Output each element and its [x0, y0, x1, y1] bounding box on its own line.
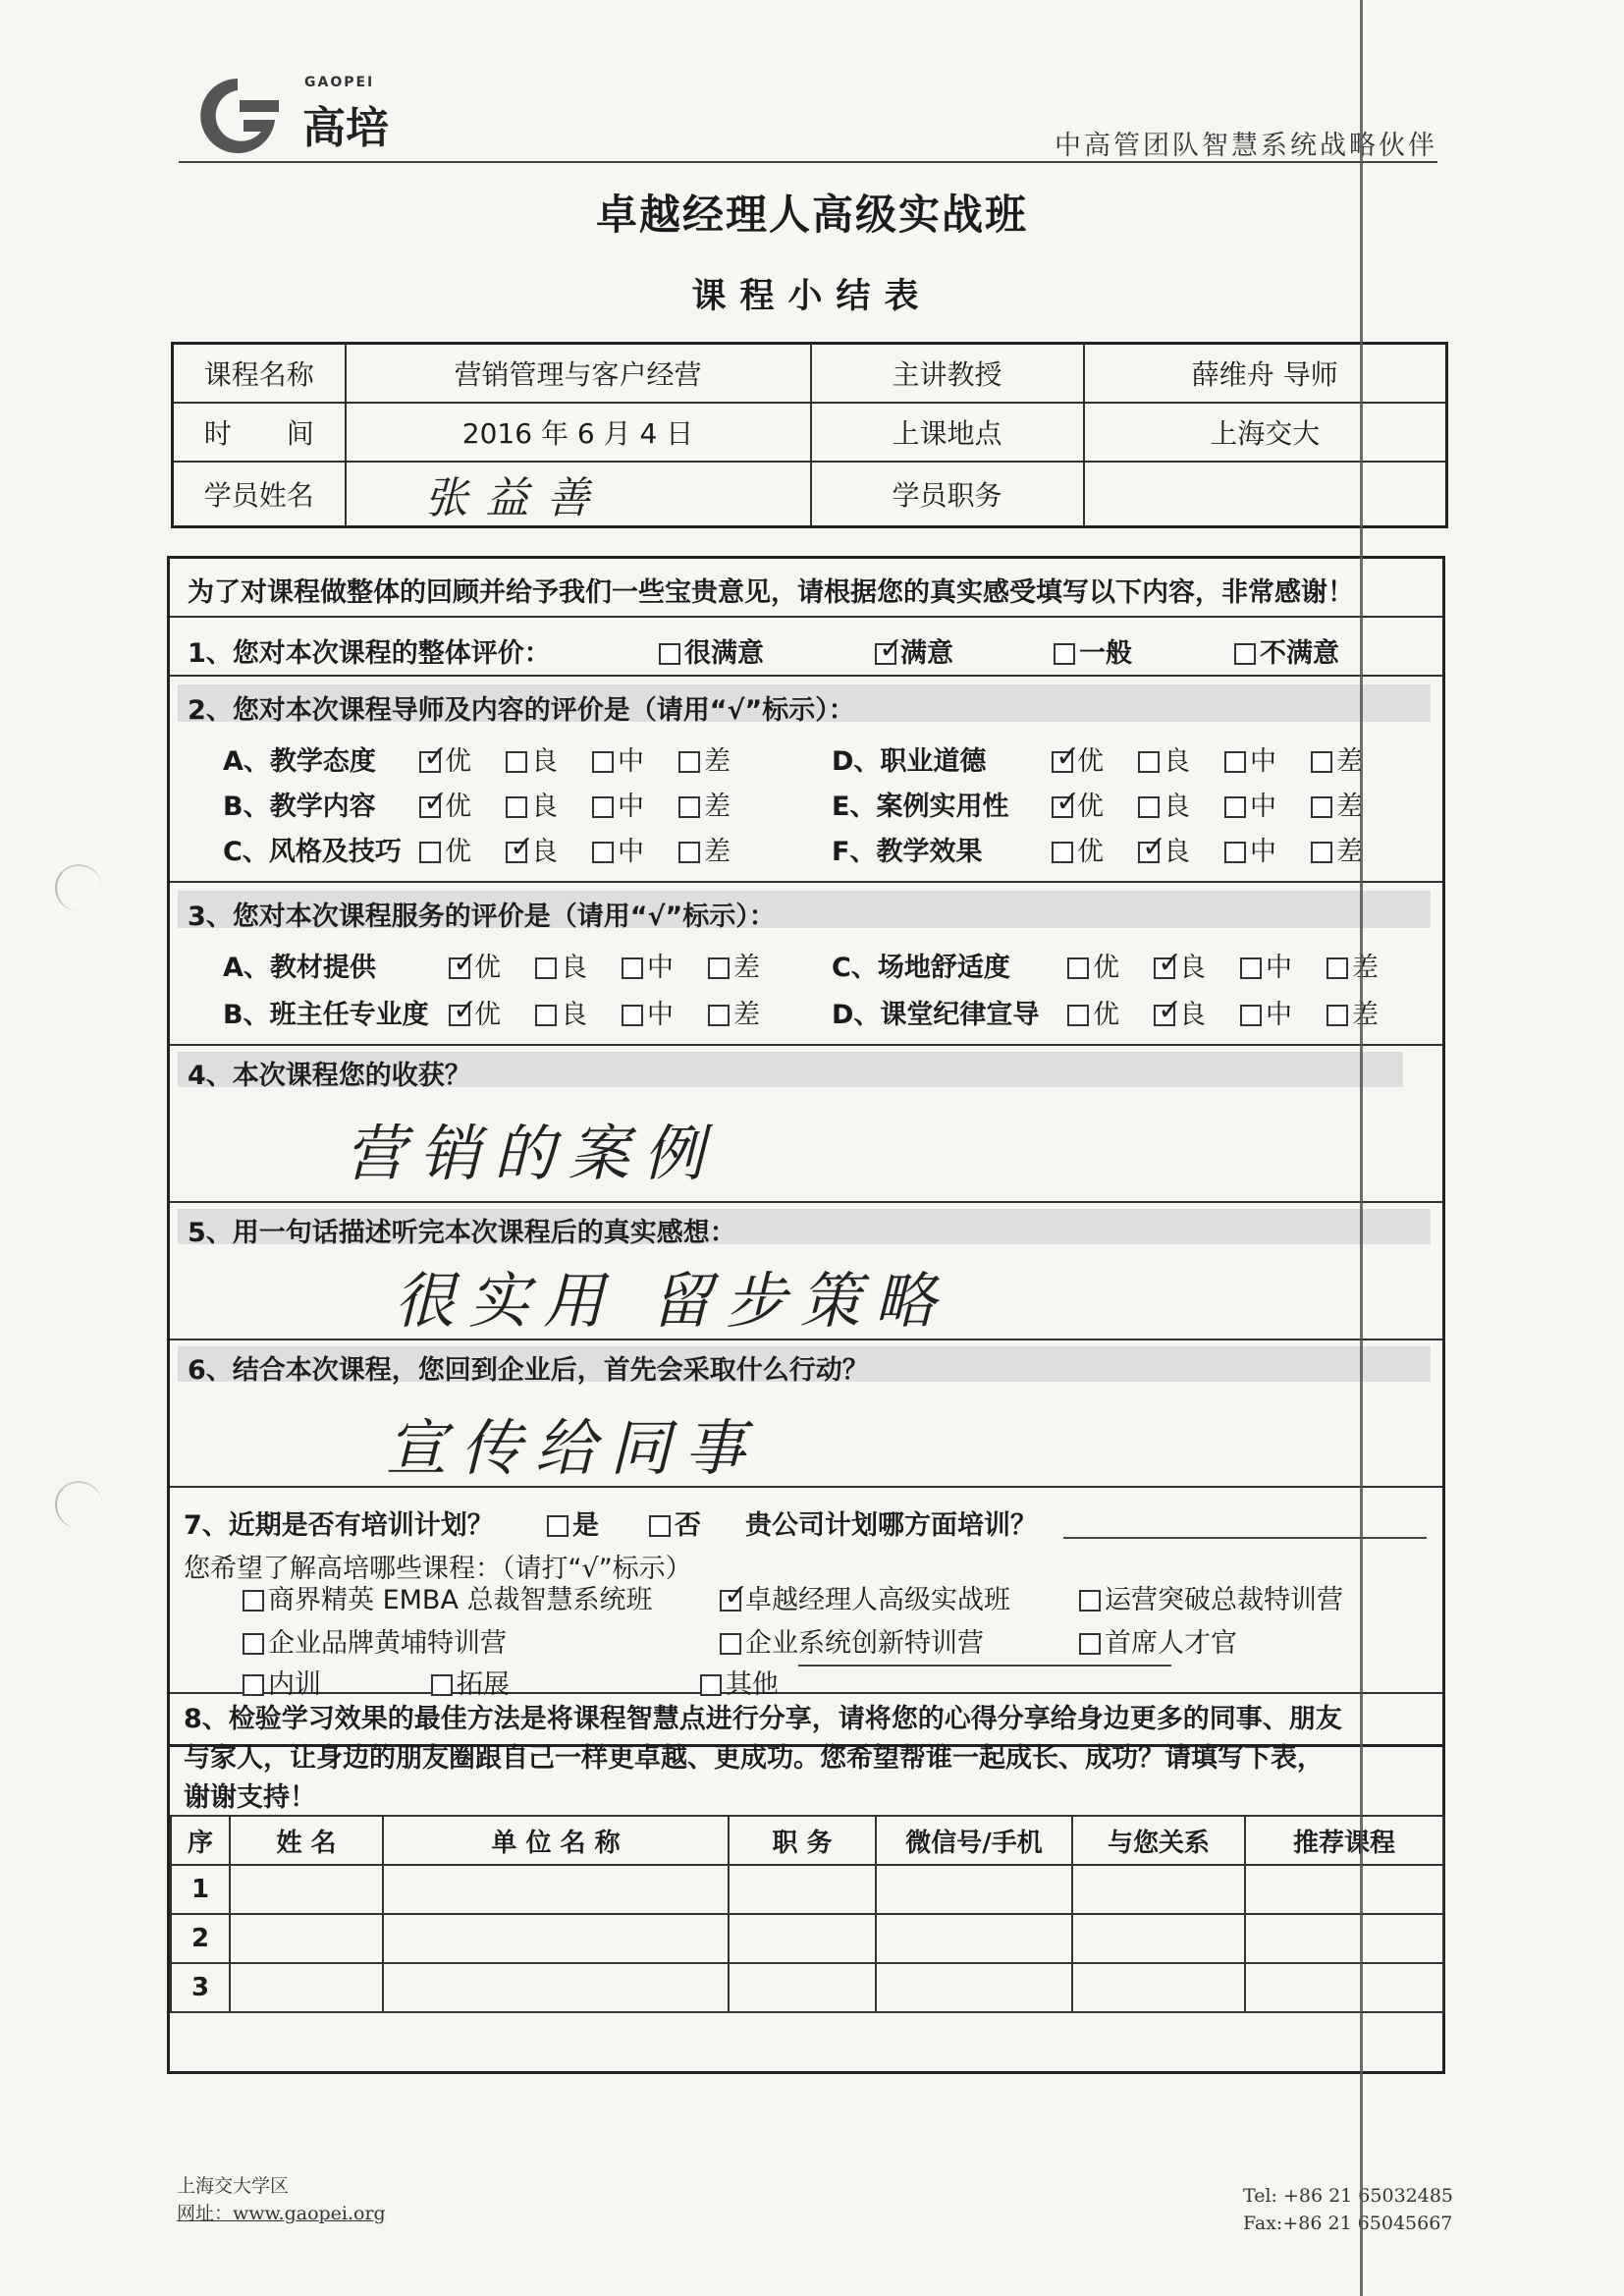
- q2-label: 2、您对本次课程导师及内容的评价是（请用“√”标示）：: [178, 684, 1431, 722]
- q3-item-label: D、课堂纪律宣导: [832, 1000, 1040, 1030]
- q2-rating-option[interactable]: 中: [592, 739, 644, 778]
- q2-item-label: C、风格及技巧: [223, 837, 402, 867]
- student-name-value[interactable]: 张益善: [346, 462, 811, 527]
- q2-rating-option[interactable]: 中: [1224, 739, 1276, 778]
- lecturer-value: 薛维舟 导师: [1084, 344, 1447, 403]
- referral-input-cell[interactable]: [876, 1865, 1072, 1914]
- checkbox-icon[interactable]: [1224, 751, 1246, 773]
- q1-row: [170, 618, 1442, 677]
- referral-input-cell[interactable]: [230, 1963, 383, 2012]
- q3-rating-option[interactable]: 差: [708, 993, 760, 1031]
- q3-rating-option[interactable]: 中: [1240, 946, 1292, 984]
- checkbox-icon[interactable]: [1326, 1005, 1348, 1026]
- intro-text: 为了对课程做整体的回顾并给予我们一些宝贵意见，请根据您的真实感受填写以下内容，非常感谢！: [188, 577, 1354, 608]
- q7-wish-label: 您希望了解高培哪些课程：（请打“√”标示）: [184, 1554, 692, 1584]
- q3-label: 3、您对本次课程服务的评价是（请用“√”标示）：: [178, 891, 1431, 928]
- q2-rating-option[interactable]: ✓ 优: [419, 739, 471, 778]
- student-name-label: 学员姓名: [173, 462, 346, 527]
- q4-answer[interactable]: 营销的案例: [345, 1118, 719, 1189]
- checkbox-icon[interactable]: [1311, 842, 1332, 863]
- referral-input-cell[interactable]: [383, 1914, 729, 1963]
- checkbox-icon[interactable]: [678, 842, 700, 863]
- referral-header-row: [171, 1816, 1443, 1865]
- logo-text-en: GAOPEI: [304, 75, 375, 90]
- q2-item-label: E、案例实用性: [832, 792, 1009, 822]
- referral-header-cell: 与您关系: [1072, 1816, 1245, 1865]
- checkbox-icon[interactable]: [1079, 1590, 1101, 1612]
- logo-g-icon: [179, 71, 297, 159]
- checkbox-checked-icon[interactable]: [1052, 796, 1073, 818]
- q8-line3: 谢谢支持！: [184, 1782, 316, 1813]
- q3-rating-option[interactable]: 良: [535, 993, 587, 1031]
- referral-input-cell[interactable]: [230, 1865, 383, 1914]
- q1-option[interactable]: 不满意: [1234, 631, 1339, 670]
- q1-option[interactable]: ✓ 满意: [875, 631, 953, 670]
- q2-rating-option[interactable]: 良: [1138, 785, 1190, 823]
- referral-row-number: 1: [171, 1865, 230, 1914]
- referral-header-cell: 微信号/手机: [876, 1816, 1072, 1865]
- checkbox-icon[interactable]: [535, 1005, 557, 1026]
- lecturer-label: 主讲教授: [811, 344, 1084, 403]
- q3-rating-option[interactable]: 中: [622, 993, 674, 1031]
- checkbox-icon[interactable]: [1054, 643, 1075, 665]
- referral-input-cell[interactable]: [876, 1963, 1072, 2012]
- scan-artifact-line: [1360, 0, 1363, 2296]
- referral-row-number: 3: [171, 1963, 230, 2012]
- q5-answer[interactable]: 很实用 留步策略: [394, 1265, 949, 1337]
- logo-text-cn: 高培: [302, 103, 389, 153]
- course-option[interactable]: ✓ 卓越经理人高级实战班: [720, 1578, 1010, 1616]
- info-row: [173, 403, 1447, 462]
- course-option[interactable]: 其他: [700, 1663, 779, 1701]
- referral-header-cell: 单 位 名 称: [383, 1816, 729, 1865]
- course-option[interactable]: 首席人才官: [1079, 1621, 1237, 1660]
- course-option[interactable]: 企业系统创新特训营: [720, 1621, 984, 1660]
- referral-header-cell: 姓 名: [230, 1816, 383, 1865]
- q2-rating-option[interactable]: ✓ 良: [1138, 830, 1190, 868]
- checkbox-icon[interactable]: [720, 1633, 741, 1655]
- checkbox-icon[interactable]: [1234, 643, 1256, 665]
- referral-input-cell[interactable]: [1072, 1963, 1245, 2012]
- footer-right: [1243, 2182, 1453, 2237]
- checkbox-icon[interactable]: [678, 751, 700, 773]
- q2-rating-option[interactable]: 优: [1052, 830, 1104, 868]
- q3-rating-option[interactable]: 良: [535, 946, 587, 984]
- checkbox-icon[interactable]: [659, 643, 680, 665]
- q3-rating-option[interactable]: 中: [1240, 993, 1292, 1031]
- checkbox-icon[interactable]: [592, 842, 614, 863]
- checkbox-icon[interactable]: [592, 796, 614, 818]
- checkbox-checked-icon[interactable]: [720, 1590, 741, 1612]
- q1-option[interactable]: 很满意: [659, 631, 764, 670]
- footer-left: [177, 2172, 386, 2227]
- referral-row-number: 2: [171, 1914, 230, 1963]
- q3-rating-option[interactable]: ✓ 优: [449, 946, 501, 984]
- q3-rating-option[interactable]: 优: [1067, 993, 1119, 1031]
- course-option[interactable]: 商界精英 EMBA 总裁智慧系统班: [243, 1578, 653, 1616]
- time-label: 时 间: [173, 403, 346, 462]
- referral-input-cell[interactable]: [1245, 1963, 1443, 2012]
- q4-label: 4、本次课程您的收获？: [178, 1052, 1403, 1087]
- checkbox-icon[interactable]: [1052, 842, 1073, 863]
- checkbox-icon[interactable]: [678, 796, 700, 818]
- referral-input-cell[interactable]: [383, 1865, 729, 1914]
- checkbox-checked-icon[interactable]: [875, 643, 896, 665]
- q2-rating-option[interactable]: 良: [1138, 739, 1190, 778]
- q2-item-label: A、教学态度: [223, 746, 376, 777]
- q1-option[interactable]: 一般: [1054, 631, 1132, 670]
- header-divider: [179, 161, 1437, 163]
- course-name-value: 营销管理与客户经营: [346, 344, 811, 403]
- footer-tel: Tel: +86 21 65032485: [1243, 2185, 1454, 2207]
- checkbox-icon[interactable]: [1079, 1633, 1101, 1655]
- q2-item-label: F、教学效果: [832, 837, 983, 867]
- referral-input-cell[interactable]: [729, 1865, 876, 1914]
- punch-hole: [55, 864, 102, 911]
- checkbox-icon[interactable]: [535, 957, 557, 979]
- checkbox-icon[interactable]: [649, 1515, 671, 1537]
- checkbox-icon[interactable]: [622, 1005, 643, 1026]
- course-name-label: 课程名称: [173, 344, 346, 403]
- referral-table: [170, 1815, 1444, 2013]
- course-option[interactable]: 运营突破总裁特训营: [1079, 1578, 1343, 1616]
- gaopei-logo: [179, 63, 414, 161]
- checkbox-icon[interactable]: [1240, 1005, 1262, 1026]
- q2-rating-option[interactable]: 良: [506, 739, 558, 778]
- referral-row: [171, 1914, 1443, 1963]
- info-row: [173, 344, 1447, 403]
- q6-row: [170, 1340, 1442, 1488]
- referral-input-cell[interactable]: [1245, 1865, 1443, 1914]
- q7-row: [170, 1488, 1442, 1700]
- checkbox-checked-icon[interactable]: [1052, 751, 1073, 773]
- checkbox-icon[interactable]: [1311, 796, 1332, 818]
- q6-answer[interactable]: 宣传给同事: [386, 1412, 760, 1484]
- checkbox-checked-icon[interactable]: [419, 751, 441, 773]
- q3-rating-option[interactable]: 差: [708, 946, 760, 984]
- footer-website[interactable]: 网址：www.gaopei.org: [177, 2203, 386, 2224]
- q5-label: 5、用一句话描述听完本次课程后的真实感想：: [178, 1209, 1431, 1244]
- referral-input-cell[interactable]: [383, 1963, 729, 2012]
- checkbox-icon[interactable]: [708, 957, 730, 979]
- q2-rating-option[interactable]: ✓ 良: [506, 830, 558, 868]
- referral-input-cell[interactable]: [1072, 1914, 1245, 1963]
- checkbox-checked-icon[interactable]: [449, 1005, 470, 1026]
- q3-rating-option[interactable]: 差: [1326, 946, 1379, 984]
- info-row: [173, 462, 1447, 527]
- checkbox-checked-icon[interactable]: [1154, 1005, 1175, 1026]
- course-option[interactable]: 内训: [243, 1663, 321, 1701]
- checkbox-icon[interactable]: [1240, 957, 1262, 979]
- q2-rating-option[interactable]: 差: [678, 830, 731, 868]
- q2-rating-option[interactable]: 良: [506, 785, 558, 823]
- q2-rating-option[interactable]: ✓ 优: [419, 785, 471, 823]
- q2-item-label: D、职业道德: [832, 746, 987, 777]
- q8-section: [167, 1691, 1445, 2074]
- intro-row: [170, 559, 1442, 618]
- q7-other-input[interactable]: [798, 1665, 1171, 1667]
- time-value: 2016 年 6 月 4 日: [346, 403, 811, 462]
- slogan: 中高管团队智慧系统战略伙伴: [1055, 131, 1437, 161]
- q3-rating-option[interactable]: 中: [622, 946, 674, 984]
- q1-label: 1、您对本次课程的整体评价：: [188, 638, 551, 669]
- student-position-label: 学员职务: [811, 462, 1084, 527]
- footer-fax: Fax:+86 21 65045667: [1243, 2213, 1453, 2234]
- q2-rating-option[interactable]: 差: [678, 739, 731, 778]
- checkbox-icon[interactable]: [1224, 796, 1246, 818]
- q8-line1: 8、检验学习效果的最佳方法是将课程智慧点进行分享，请将您的心得分享给身边更多的同事、朋友: [184, 1704, 1342, 1734]
- q7-no-option[interactable]: 否: [649, 1503, 701, 1542]
- q8-line2: 与家人，让身边的朋友圈跟自己一样更卓越、更成功。您希望帮谁一起成长、成功？请填写下表，: [184, 1743, 1324, 1774]
- checkbox-icon[interactable]: [592, 751, 614, 773]
- checkbox-checked-icon[interactable]: [1138, 842, 1160, 863]
- q2-rating-option[interactable]: 中: [1224, 830, 1276, 868]
- referral-input-cell[interactable]: [1245, 1914, 1443, 1963]
- q3-item-label: B、班主任专业度: [223, 1000, 429, 1030]
- checkbox-checked-icon[interactable]: [1154, 957, 1175, 979]
- punch-hole: [55, 1481, 102, 1528]
- referral-row: [171, 1865, 1443, 1914]
- checkbox-checked-icon[interactable]: [506, 842, 527, 863]
- checkbox-icon[interactable]: [1326, 957, 1348, 979]
- q3-rating-option[interactable]: 差: [1326, 993, 1379, 1031]
- q2-rating-option[interactable]: 中: [592, 785, 644, 823]
- checkbox-icon[interactable]: [243, 1590, 264, 1612]
- checkbox-icon[interactable]: [1224, 842, 1246, 863]
- q2-rating-option[interactable]: ✓ 优: [1052, 785, 1104, 823]
- checkbox-icon[interactable]: [1067, 1005, 1089, 1026]
- checkbox-icon[interactable]: [506, 751, 527, 773]
- q2-rating-option[interactable]: 优: [419, 830, 471, 868]
- checkbox-icon[interactable]: [419, 842, 441, 863]
- q7-which-label: 贵公司计划哪方面培训？: [745, 1510, 1037, 1541]
- checkbox-icon[interactable]: [547, 1515, 568, 1537]
- q2-rating-option[interactable]: 差: [1311, 785, 1363, 823]
- q3-rating-option[interactable]: ✓ 良: [1154, 946, 1206, 984]
- q3-rating-option[interactable]: 优: [1067, 946, 1119, 984]
- checkbox-checked-icon[interactable]: [449, 957, 470, 979]
- location-value: 上海交大: [1084, 403, 1447, 462]
- referral-header-cell: 序: [171, 1816, 230, 1865]
- main-title: 卓越经理人高级实战班: [595, 191, 1028, 239]
- referral-header-cell: 职 务: [729, 1816, 876, 1865]
- q3-rating-option[interactable]: ✓ 良: [1154, 993, 1206, 1031]
- checkbox-icon[interactable]: [622, 957, 643, 979]
- q7-label: 7、近期是否有培训计划？: [184, 1510, 494, 1541]
- q2-rating-option[interactable]: 差: [1311, 830, 1363, 868]
- q2-rating-option[interactable]: 中: [592, 830, 644, 868]
- referral-header-cell: 推荐课程: [1245, 1816, 1443, 1865]
- checkbox-icon[interactable]: [1311, 751, 1332, 773]
- checkbox-icon[interactable]: [1138, 796, 1160, 818]
- q2-item-label: B、教学内容: [223, 792, 376, 822]
- referral-row: [171, 1963, 1443, 2012]
- q3-item-label: C、场地舒适度: [832, 953, 1010, 983]
- referral-input-cell[interactable]: [729, 1963, 876, 2012]
- q3-rating-option[interactable]: ✓ 优: [449, 993, 501, 1031]
- q2-rating-option[interactable]: 差: [678, 785, 731, 823]
- q6-label: 6、结合本次课程，您回到企业后，首先会采取什么行动？: [178, 1346, 1431, 1382]
- q2-row: [170, 677, 1442, 883]
- q2-rating-option[interactable]: 差: [1311, 739, 1363, 778]
- course-option[interactable]: 拓展: [431, 1663, 510, 1701]
- q4-row: [170, 1046, 1442, 1203]
- sub-title: 课程小结表: [691, 277, 933, 316]
- student-position-value[interactable]: [1084, 462, 1447, 527]
- footer-campus: 上海交大学区: [177, 2175, 290, 2197]
- q7-yes-option[interactable]: 是: [547, 1503, 599, 1542]
- referral-input-cell[interactable]: [1072, 1865, 1245, 1914]
- course-info-table: [171, 342, 1448, 528]
- q3-row: [170, 883, 1442, 1046]
- checkbox-icon[interactable]: [708, 1005, 730, 1026]
- q5-row: [170, 1203, 1442, 1340]
- referral-input-cell[interactable]: [729, 1914, 876, 1963]
- checkbox-icon[interactable]: [1138, 751, 1160, 773]
- q7-which-input[interactable]: [1063, 1537, 1427, 1539]
- referral-input-cell[interactable]: [230, 1914, 383, 1963]
- checkbox-icon[interactable]: [506, 796, 527, 818]
- course-option[interactable]: 企业品牌黄埔特训营: [243, 1621, 507, 1660]
- checkbox-icon[interactable]: [1067, 957, 1089, 979]
- q2-rating-option[interactable]: 中: [1224, 785, 1276, 823]
- q2-rating-option[interactable]: ✓ 优: [1052, 739, 1104, 778]
- location-label: 上课地点: [811, 403, 1084, 462]
- referral-input-cell[interactable]: [876, 1914, 1072, 1963]
- q3-item-label: A、教材提供: [223, 953, 376, 983]
- survey-form: [167, 556, 1445, 1747]
- checkbox-icon[interactable]: [243, 1633, 264, 1655]
- checkbox-checked-icon[interactable]: [419, 796, 441, 818]
